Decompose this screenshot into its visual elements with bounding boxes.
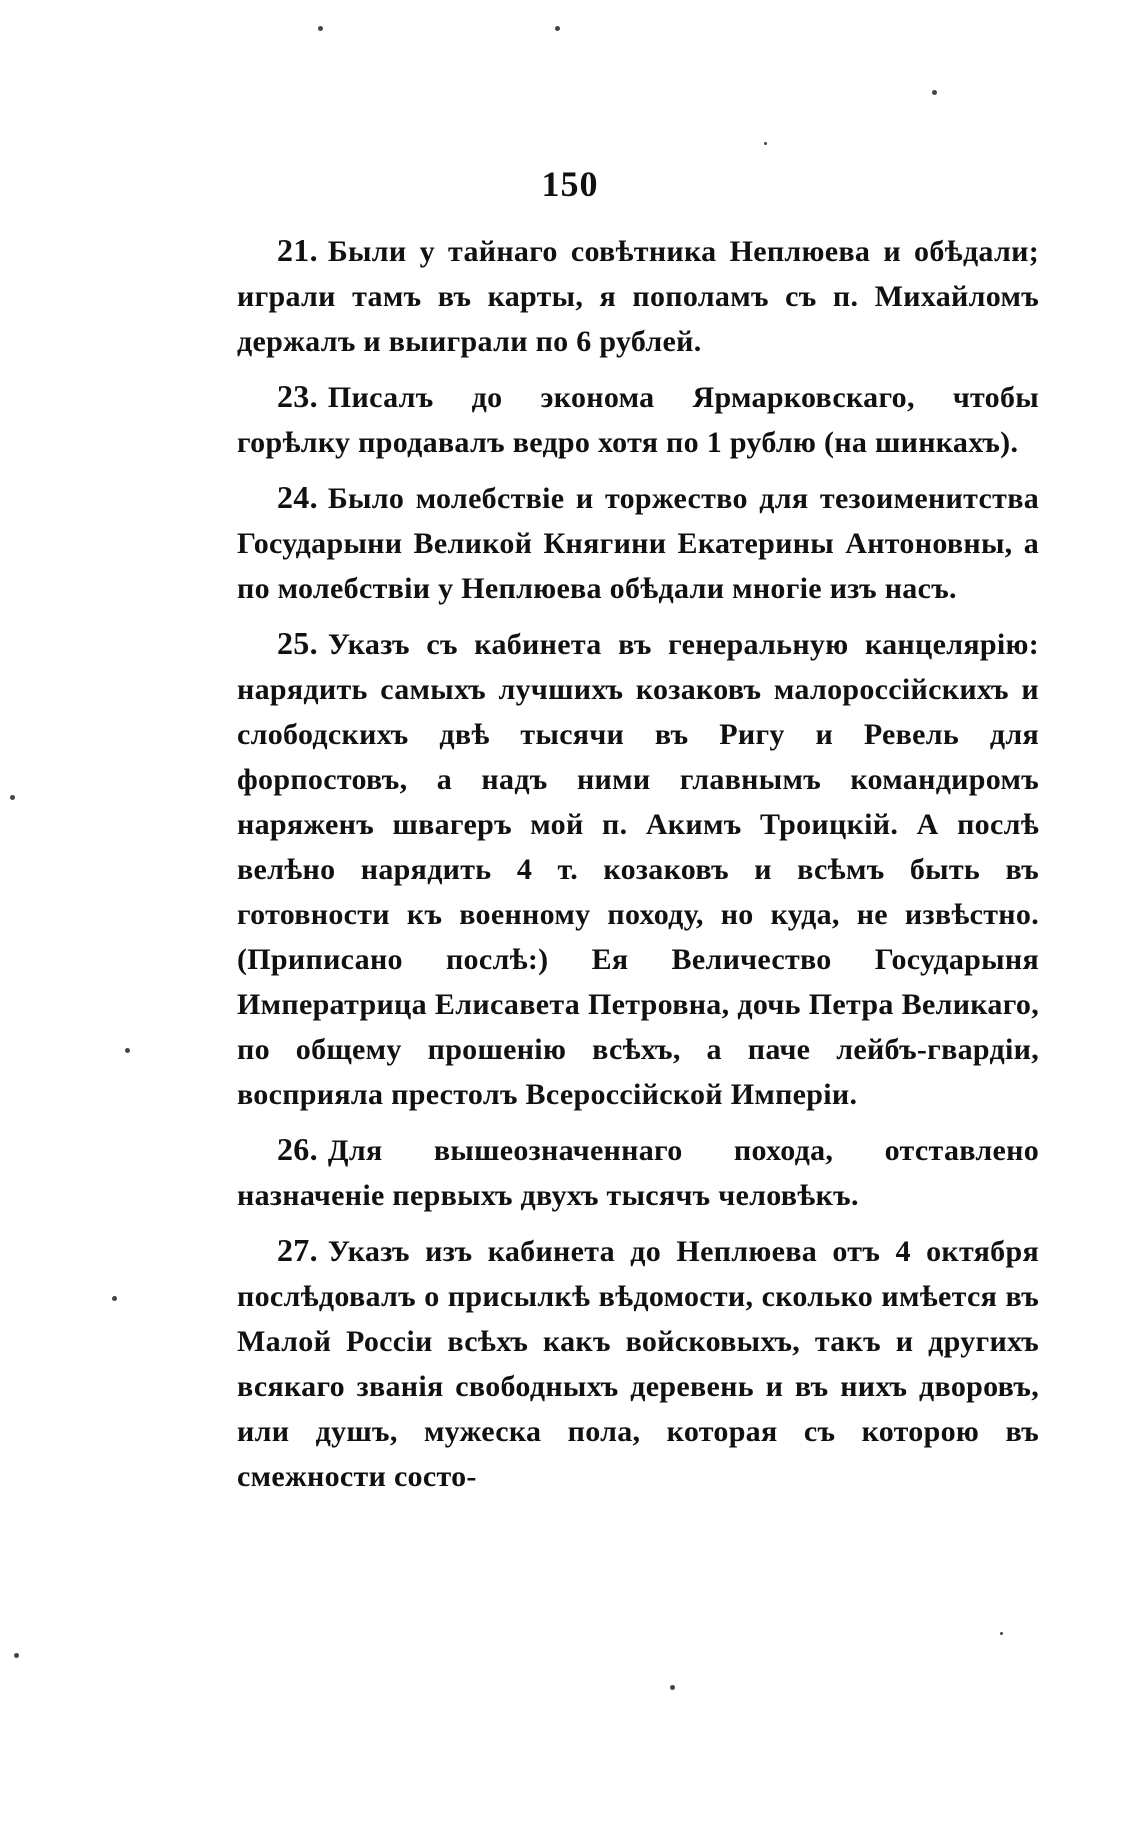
scan-speck bbox=[932, 90, 937, 95]
entry-number: 26. bbox=[277, 1131, 318, 1167]
entry-number: 27. bbox=[277, 1232, 318, 1268]
entry-text: Для вышеозначеннаго похода, отставлено назначеніе первыхъ двухъ тысячъ человѣкъ. bbox=[237, 1134, 1039, 1212]
entry-number: 24. bbox=[277, 479, 318, 515]
entry-text: Писалъ до эконома Ярмарковскаго, чтобы горѣлку продавалъ ведро хотя по 1 рублю (на шинкахъ). bbox=[237, 381, 1039, 459]
entry-number: 23. bbox=[277, 378, 318, 414]
scan-speck bbox=[555, 26, 560, 31]
entry-number: 21. bbox=[277, 232, 318, 268]
scan-speck bbox=[14, 1653, 19, 1658]
scan-speck bbox=[670, 1685, 675, 1690]
page-number: 150 bbox=[541, 164, 599, 204]
entry-number: 25. bbox=[277, 625, 318, 661]
entry-text: Было молебствіе и торжество для тезоименитства Государыни Великой Княгини Екатерины Антоновны, а по молебствіи у Неплюева обѣдали многіе изъ насъ. bbox=[237, 482, 1039, 605]
diary-entry-21 bbox=[237, 228, 1039, 364]
scan-speck bbox=[125, 1048, 130, 1053]
scan-speck bbox=[112, 1296, 117, 1301]
entry-text: Указъ изъ кабинета до Неплюева отъ 4 октября послѣдовалъ о присылкѣ вѣдомости, сколько имѣется въ Малой Россіи всѣхъ какъ войсковыхъ, такъ и другихъ всякаго званія свободныхъ деревень и въ нихъ дворовъ, или душъ, мужеска пола, которая съ которою въ смежности состо- bbox=[237, 1235, 1039, 1493]
scan-speck bbox=[10, 795, 15, 800]
scan-speck bbox=[764, 142, 767, 145]
scan-speck bbox=[1000, 1632, 1003, 1635]
entry-text: Указъ съ кабинета въ генеральную канцелярію: нарядить самыхъ лучшихъ козаковъ малороссійскихъ и слободскихъ двѣ тысячи въ Ригу и Ревель для форпостовъ, а надъ ними главнымъ командиромъ наряженъ швагеръ мой п. Акимъ Троицкій. А послѣ велѣно нарядить 4 т. козаковъ и всѣмъ быть въ готовности къ военному походу, но куда, не извѣстно. (Приписано послѣ:) Ея Величество Государыня Императрица Елисавета Петровна, дочь Петра Великаго, по общему прошенію всѣхъ, а паче лейбъ-гвардіи, восприяла престолъ Всероссійской Имперіи. bbox=[237, 628, 1039, 1111]
scan-speck bbox=[318, 26, 323, 31]
diary-text bbox=[237, 228, 1039, 1509]
diary-entry-27 bbox=[237, 1228, 1039, 1499]
diary-entry-25 bbox=[237, 621, 1039, 1117]
entry-text: Были у тайнаго совѣтника Неплюева и обѣдали; играли тамъ въ карты, я пополамъ съ п. Михайломъ держалъ и выиграли по 6 рублей. bbox=[237, 235, 1039, 358]
diary-entry-24 bbox=[237, 475, 1039, 611]
diary-entry-23 bbox=[237, 374, 1039, 465]
diary-entry-26 bbox=[237, 1127, 1039, 1218]
